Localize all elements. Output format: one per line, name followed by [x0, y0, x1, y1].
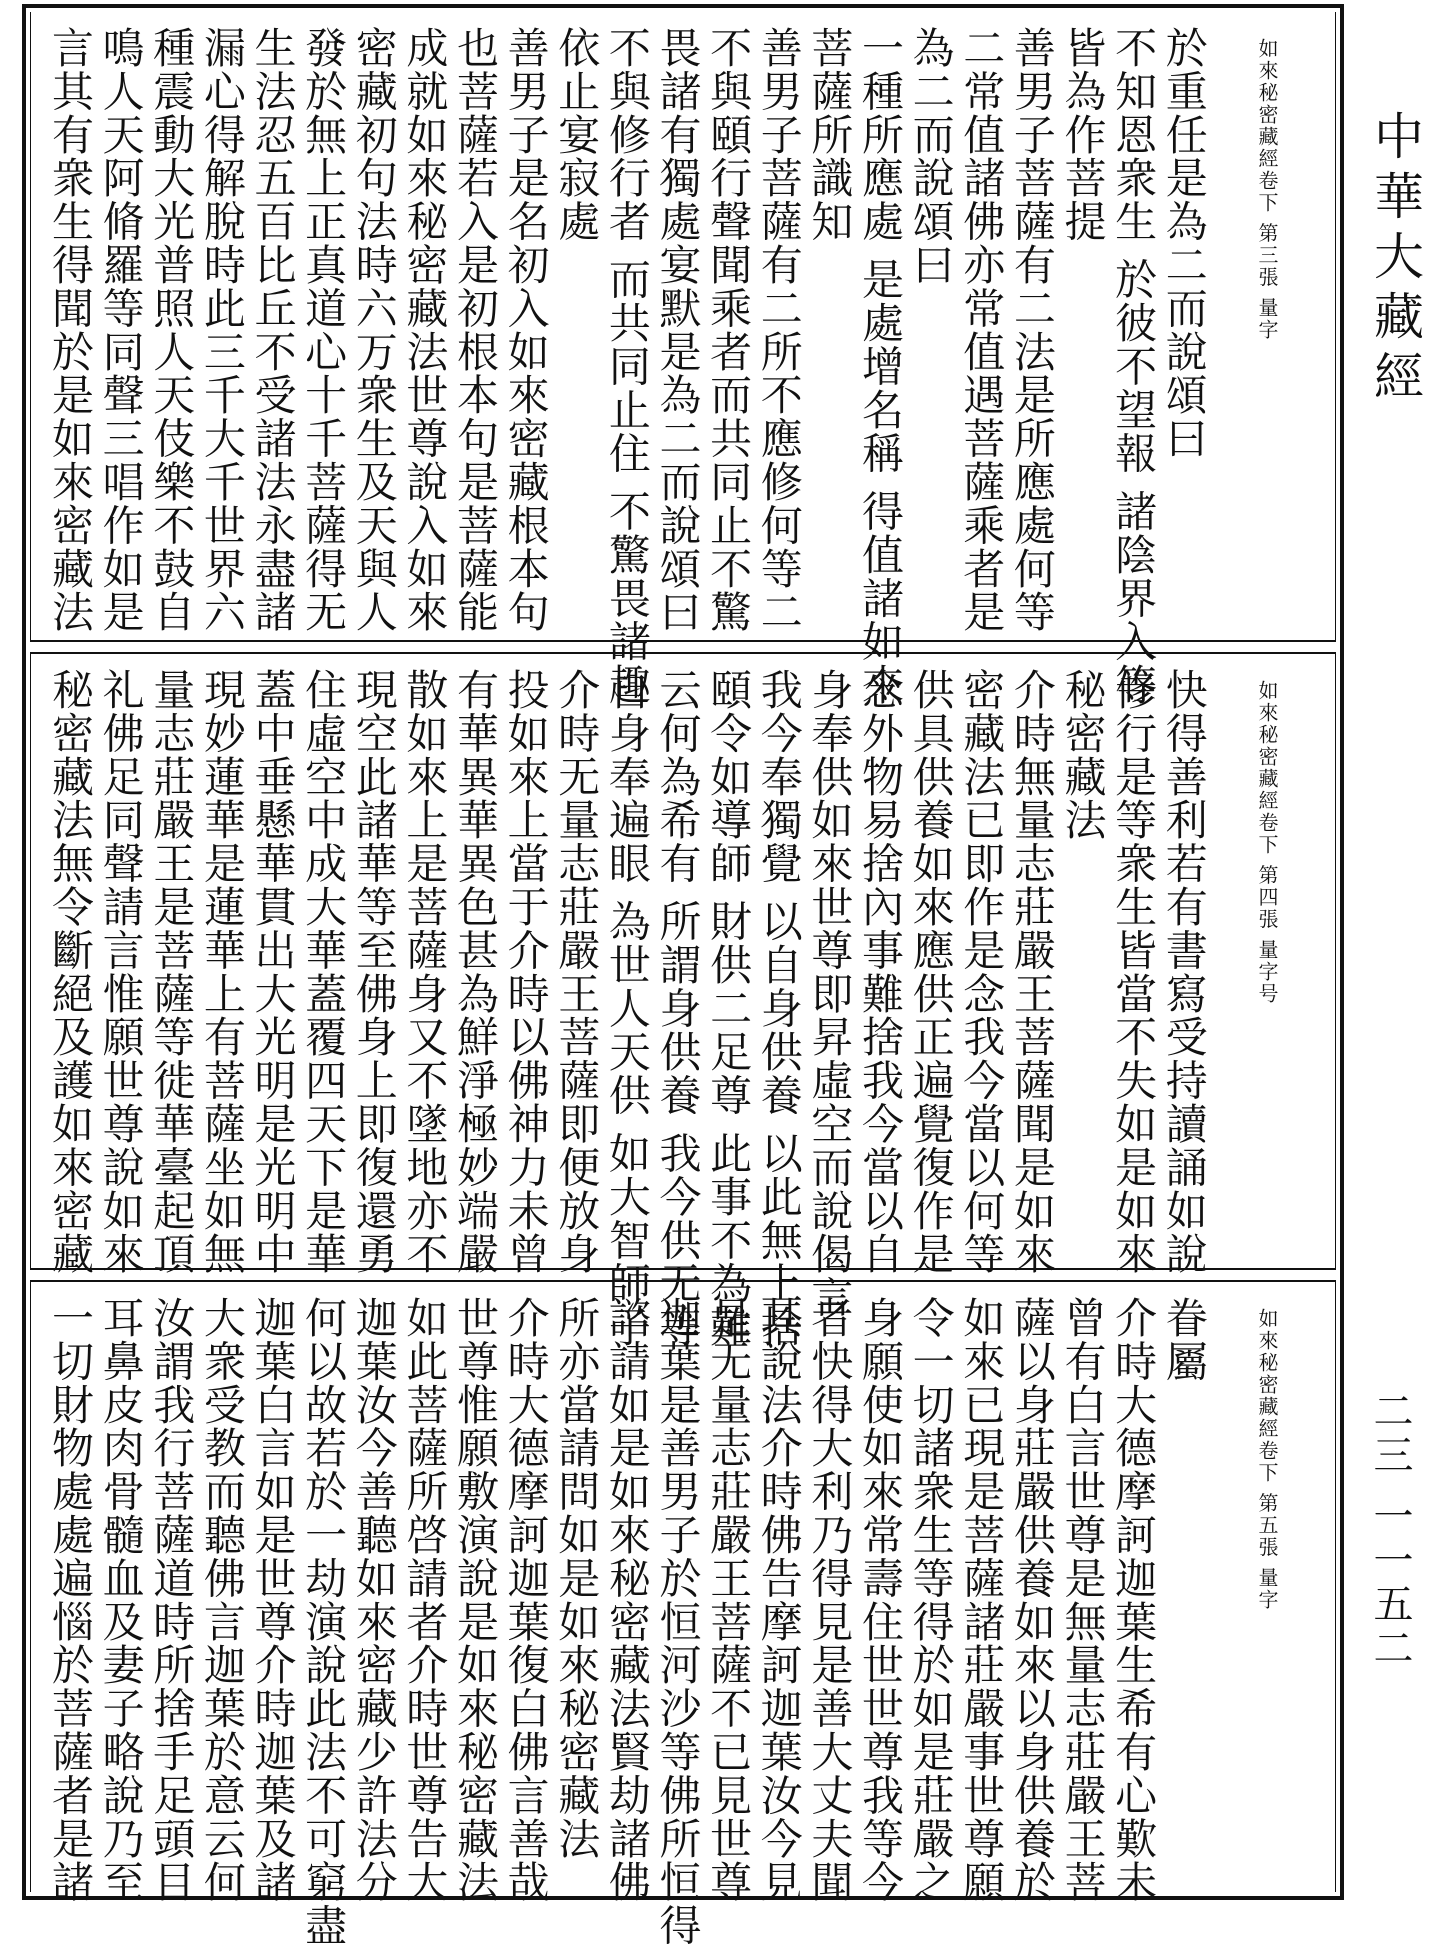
text-column: 善男子菩薩有二所不應修何等二 — [754, 26, 804, 634]
text-panel-1 — [30, 12, 1336, 707]
text-column: 快得善利若有書寫受持讀誦如說 — [1159, 668, 1209, 1276]
text-column: 身願使如來常壽住世世尊我等今 — [856, 1296, 905, 1904]
canon-title: 中華大藏經 — [1366, 110, 1424, 410]
text-column: 世尊惟願敷演說是如來秘密藏法 — [451, 1296, 500, 1904]
text-column: 曾有白言世尊是無量志莊嚴王菩 — [1058, 1296, 1108, 1904]
page-frame — [22, 4, 1344, 1947]
text-column: 自身奉遍眼 為世人天供 如大智師子 — [602, 668, 652, 1349]
text-column: 秘密藏法無令斷絕及護如來密藏 — [46, 668, 95, 1276]
text-column: 不知恩衆生 於彼不望報 諸陰界入等 — [1109, 26, 1159, 707]
text-column: 介時無量志莊嚴王菩薩聞是如來 — [1007, 668, 1057, 1276]
margin-label: 如來秘密藏經卷下 第三張 量字 — [1255, 38, 1279, 341]
text-column: 身奉供如來世尊即昇虛空而說偈言 — [805, 668, 855, 1319]
text-column: 二常值諸佛亦常值遇菩薩乘者是 — [957, 26, 1007, 634]
text-column: 言其有衆生得聞於是如來密藏法 — [46, 26, 95, 634]
text-column: 皆為作菩提 — [1058, 26, 1108, 243]
text-column: 迦葉汝今善聽如來密藏少許法分 — [349, 1296, 399, 1904]
text-column: 於重任是為二而說頌曰 — [1159, 26, 1209, 460]
text-column: 耳鼻皮肉骨髓血及妻子略說乃至 — [96, 1296, 146, 1904]
text-column: 一切財物處處遍惱於菩薩者是諸 — [46, 1296, 95, 1904]
text-panel-3 — [30, 1280, 1336, 1947]
text-column: 礼佛足同聲請言惟願世尊說如來 — [96, 668, 146, 1276]
text-column: 迦葉是善男子於恒河沙等佛所恒得 — [653, 1296, 703, 1947]
text-column: 介時无量志莊嚴王菩薩即便放身 — [552, 668, 602, 1276]
text-column: 住虛空中成大華蓋覆四天下是華 — [299, 668, 349, 1276]
text-column: 也菩薩若入是初根本句是菩薩能 — [451, 26, 500, 634]
text-column: 一種所應處 是處增名稱 得值諸如來 — [856, 26, 905, 707]
text-column: 現空此諸華等至佛身上即復還勇 — [349, 668, 399, 1276]
text-column: 薩以身莊嚴供養如來以身供養於 — [1007, 1296, 1057, 1904]
text-columns — [46, 1296, 1209, 1947]
text-column: 是无量志莊嚴王菩薩不已見世尊 — [704, 1296, 754, 1904]
margin-label: 如來秘密藏經卷下 第五張 量字 — [1255, 1308, 1279, 1611]
text-column: 發於無上正真道心十千菩薩得无 — [299, 26, 349, 634]
text-column: 密藏初句法時六万衆生及天與人 — [349, 26, 399, 634]
text-column: 秘密藏法 — [1058, 668, 1108, 842]
text-column: 種震動大光普照人天伎樂不鼓自 — [147, 26, 197, 634]
text-column: 何以故若於一劫演說此法不可窮盡 — [299, 1296, 349, 1947]
text-column: 其說法介時佛告摩訶迦葉汝今見 — [754, 1296, 804, 1904]
text-column: 投如來上當于介時以佛神力未曾 — [501, 668, 551, 1276]
text-column: 者快得大利乃得見是善大丈夫聞 — [805, 1296, 855, 1904]
text-column: 散如來上是菩薩身又不墜地亦不 — [400, 668, 450, 1276]
text-column: 菩薩所識知 — [805, 26, 855, 243]
text-column: 所亦當請問如是如來秘密藏法 — [552, 1296, 602, 1861]
text-column: 不與頤行聲聞乘者而共同止不驚 — [704, 26, 754, 634]
text-column: 頤令如導師 財供二足尊 此事不為難 — [704, 668, 754, 1349]
text-column: 供具供養如來應供正遍覺復作是 — [906, 668, 956, 1276]
text-column: 汝謂我行菩薩道時所捨手足頭目 — [147, 1296, 197, 1904]
text-column: 鳴人天阿脩羅等同聲三唱作如是 — [96, 26, 146, 634]
text-column: 我今奉獨覺 以自身供養 以此無上捨 — [754, 668, 804, 1349]
text-column: 介時大德摩訶迦葉生希有心歎未 — [1109, 1296, 1159, 1904]
text-column: 密藏法已即作是念我今當以何等 — [957, 668, 1007, 1276]
text-column: 如此菩薩所啓請者介時世尊告大 — [400, 1296, 450, 1904]
text-column: 諮請如是如來秘密藏法賢劫諸佛 — [602, 1296, 652, 1904]
text-column: 善男子菩薩有二法是所應處何等 — [1007, 26, 1057, 634]
text-column: 令一切諸衆生等得於如是莊嚴之 — [906, 1296, 956, 1904]
text-column: 眷屬 — [1159, 1296, 1209, 1383]
text-column: 成就如來秘密藏法世尊說入如來 — [400, 26, 450, 634]
text-column: 漏心得解脫時此三千大千世界六 — [197, 26, 247, 634]
text-column: 修行是等衆生皆當不失如是如來 — [1109, 668, 1159, 1276]
text-column: 蓋中垂懸華貫出大光明是光明中 — [248, 668, 298, 1276]
text-columns — [46, 26, 1209, 707]
text-column: 畏諸有獨處宴默是為二而說頌曰 — [653, 26, 703, 634]
text-column: 介時大德摩訶迦葉復白佛言善哉 — [501, 1296, 551, 1904]
page-number: 二三 一一五二 — [1367, 1390, 1413, 1671]
text-column: 念外物易捨內事難捨我今當以自 — [856, 668, 905, 1276]
text-column: 現妙蓮華是蓮華上有菩薩坐如無 — [197, 668, 247, 1276]
text-column: 為二而說頌曰 — [906, 26, 956, 287]
text-column: 迦葉白言如是世尊介時迦葉及諸 — [248, 1296, 298, 1904]
text-column: 不與修行者 而共同止住 不驚畏諸趣 — [602, 26, 652, 707]
text-column: 云何為希有 所謂身供養 我今供无等 — [653, 668, 703, 1349]
text-column: 生法忍五百比丘不受諸法永盡諸 — [248, 26, 298, 634]
text-column: 大衆受教而聽佛言迦葉於意云何 — [197, 1296, 247, 1904]
text-column: 量志莊嚴王是菩薩等徙華臺起頂 — [147, 668, 197, 1276]
text-column: 善男子是名初入如來密藏根本句 — [501, 26, 551, 634]
margin-label: 如來秘密藏經卷下 第四張 量字号 — [1255, 680, 1279, 1005]
text-column: 依止宴寂處 — [552, 26, 602, 243]
text-column: 有華異華異色甚為鮮淨極妙端嚴 — [451, 668, 500, 1276]
text-column: 如來已現是菩薩諸莊嚴事世尊願 — [957, 1296, 1007, 1904]
